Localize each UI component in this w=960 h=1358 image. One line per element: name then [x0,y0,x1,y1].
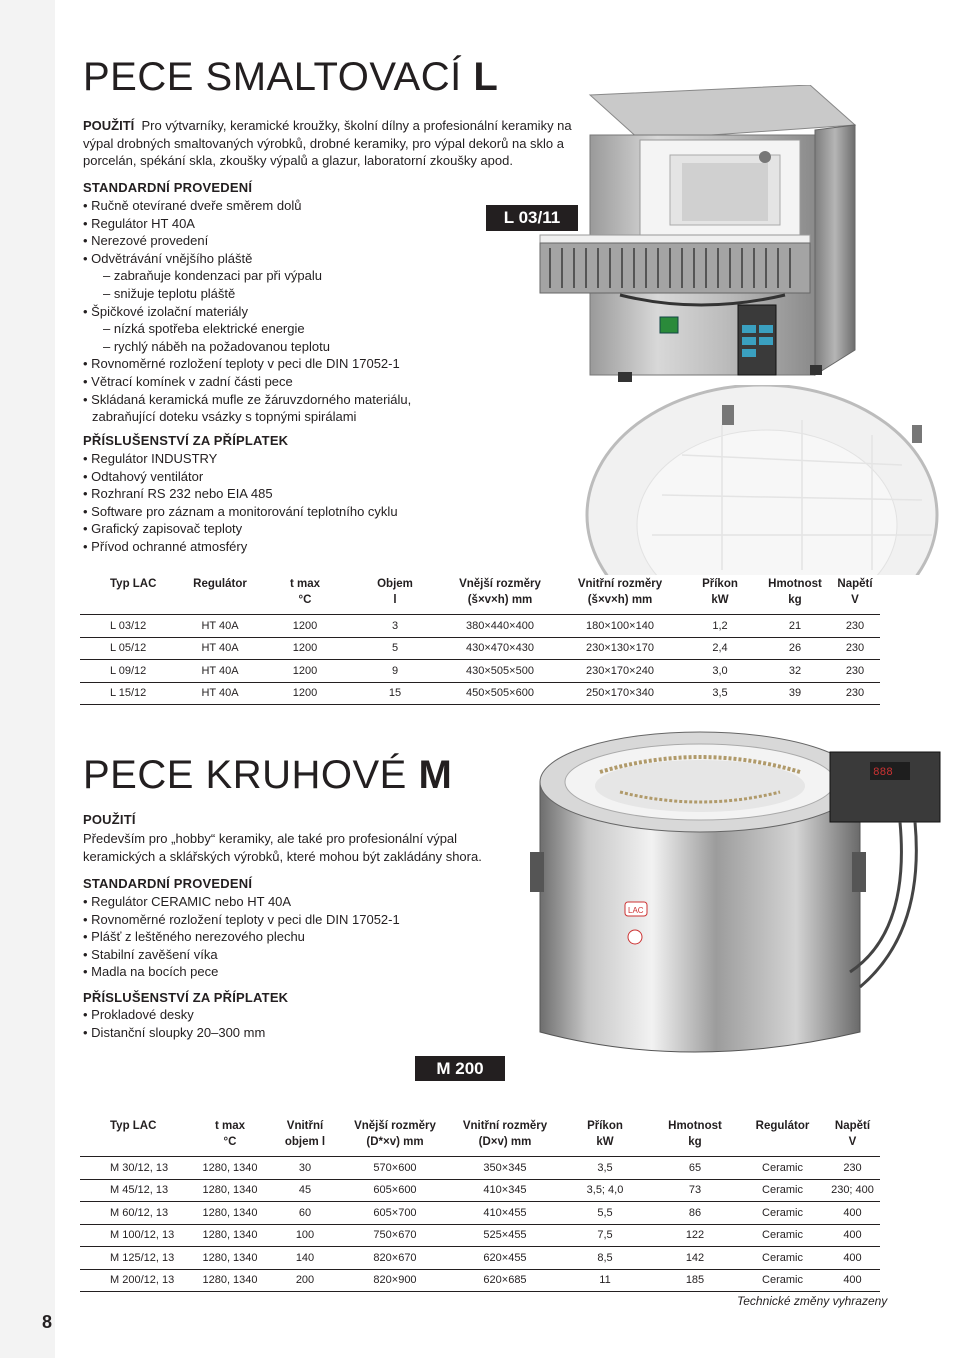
list-item: • Distanční sloupky 20–300 mm [83,1024,266,1040]
table-header-cell [825,1114,880,1157]
table-row [80,660,880,683]
table-cell: 3,5 [680,682,760,705]
page-margin-strip [0,0,55,1358]
list-item: • Přívod ochranné atmosféry [83,538,248,554]
table-cell: 2,4 [680,637,760,660]
l-kiln-model-tag: L 03/11 [486,205,578,231]
table-cell: 3 [350,615,440,638]
section1-accessories-heading: PŘÍSLUŠENSTVÍ ZA PŘÍPLATEK [83,433,289,448]
table-header-unit [110,592,180,608]
list-item: • Software pro záznam a monitorování teplotního cyklu [83,503,398,519]
table-header-label: Příkon [587,1120,623,1132]
table-header-label: Regulátor [193,578,247,590]
table-cell: 21 [760,615,830,638]
table-cell: 400 [825,1269,880,1292]
table-cell: 1200 [260,660,350,683]
m-kiln-model-tag: M 200 [415,1056,505,1081]
table-cell: 1280, 1340 [190,1247,270,1270]
list-item: – zabraňuje kondenzaci par při výpalu [103,268,322,284]
footer-note: Technické změny vyhrazeny [737,1294,888,1308]
table-header-cell [450,1114,560,1157]
table-cell: 525×455 [450,1224,560,1247]
section2-accessories-list [83,1006,265,1041]
table-header-cell [350,572,440,615]
table-cell: 230; 400 [825,1179,880,1202]
table-cell: 1280, 1340 [190,1157,270,1180]
table-cell: Ceramic [740,1247,825,1270]
table-cell: HT 40A [180,682,260,705]
table-cell: M 200/12, 13 [80,1269,190,1292]
table-header-cell [830,572,880,615]
m-kiln-spec-table [80,1114,880,1292]
table-cell: 122 [650,1224,740,1247]
table-cell: Ceramic [740,1224,825,1247]
table-cell: 400 [825,1224,880,1247]
table-cell: 60 [270,1202,340,1225]
table-cell: 430×470×430 [440,637,560,660]
table-cell: 230 [825,1157,880,1180]
table-header-label: Napětí [837,578,873,590]
table-header-cell [180,572,260,615]
table-header-label: Hmotnost [768,578,822,590]
table-cell: 5,5 [560,1202,650,1225]
table-cell: 7,5 [560,1224,650,1247]
table-cell: M 100/12, 13 [80,1224,190,1247]
table-cell: 1200 [260,637,350,660]
table-cell: L 05/12 [80,637,180,660]
section2-accessories-heading: PŘÍSLUŠENSTVÍ ZA PŘÍPLATEK [83,990,289,1005]
table-row [80,637,880,660]
table-cell: HT 40A [180,660,260,683]
section1-accessories-list [83,450,398,556]
table-header-cell [260,572,350,615]
table-cell: Ceramic [740,1202,825,1225]
list-item: • Rovnoměrné rozložení teploty v peci dle DIN 17052-1 [83,356,400,372]
table-cell: 605×700 [340,1202,450,1225]
table-header-cell [270,1114,340,1157]
table-header-unit: V [848,1136,857,1148]
list-item: • Grafický zapisovač teploty [83,521,243,537]
list-item: • Plášť z leštěného nerezového plechu [83,929,305,945]
table-cell: HT 40A [180,637,260,660]
table-header-unit: (D×v) mm [478,1136,532,1148]
table-cell: 230 [830,660,880,683]
table-cell: 73 [650,1179,740,1202]
table-cell: 86 [650,1202,740,1225]
table-cell: M 30/12, 13 [80,1157,190,1180]
table-cell: 410×345 [450,1179,560,1202]
table-row [80,682,880,705]
list-item: – rychlý náběh na požadovanou teplotu [103,338,330,354]
table-header-label: Hmotnost [668,1120,722,1132]
table-header-cell [760,572,830,615]
table-cell: 3,5; 4,0 [560,1179,650,1202]
kiln-brand-plate: LAC [628,906,644,915]
table-cell: 230 [830,637,880,660]
list-item: • Rovnoměrné rozložení teploty v peci dle DIN 17052-1 [83,911,400,927]
table-header-row [80,1114,880,1157]
section2-standard-heading: STANDARDNÍ PROVEDENÍ [83,876,253,891]
table-cell: 380×440×400 [440,615,560,638]
list-item: • Odtahový ventilátor [83,468,204,484]
l-kiln-photo [520,85,860,385]
table-row [80,1179,880,1202]
table-cell: 620×455 [450,1247,560,1270]
list-item: – snižuje teplotu pláště [103,285,236,301]
table-header-unit: l [393,594,397,606]
table-header-unit [740,1134,825,1150]
table-cell: 11 [560,1269,650,1292]
table-cell: 820×900 [340,1269,450,1292]
table-header-unit: (š×v×h) mm [587,594,653,606]
table-header-label: t max [214,1120,246,1132]
table-cell: 185 [650,1269,740,1292]
list-item: • Regulátor CERAMIC nebo HT 40A [83,894,292,909]
table-header-cell [650,1114,740,1157]
table-cell: 15 [350,682,440,705]
table-header-label: Příkon [702,578,738,590]
table-cell: 350×345 [450,1157,560,1180]
table-header-label: Vnitřní [286,1120,324,1132]
table-cell: 26 [760,637,830,660]
table-header-unit: (š×v×h) mm [467,594,533,606]
table-cell: Ceramic [740,1179,825,1202]
table-header-unit: objem l [284,1136,326,1148]
table-header-unit: °C [298,594,312,606]
table-cell: L 09/12 [80,660,180,683]
list-item: • Skládaná keramická mufle ze žáruvzdorného materiálu, [83,391,412,407]
list-item: • Rozhraní RS 232 nebo EIA 485 [83,486,273,502]
table-header-label: Vnitřní rozměry [577,578,663,590]
table-row [80,1269,880,1292]
table-header-unit [180,592,260,608]
table-cell: 65 [650,1157,740,1180]
section1-standard-list [83,197,411,426]
list-item: • Špičkové izolační materiály [83,303,248,319]
table-cell: 230×170×240 [560,660,680,683]
list-item: • Větrací komínek v zadní části pece [83,373,293,389]
table-cell: 180×100×140 [560,615,680,638]
table-row [80,615,880,638]
table-header-cell [190,1114,270,1157]
table-header-label: Regulátor [755,1120,810,1132]
table-header-cell [560,1114,650,1157]
table-cell: Ceramic [740,1157,825,1180]
table-cell: 230 [830,682,880,705]
table-header-unit: °C [223,1136,237,1148]
table-header-label: Typ LAC [110,1120,157,1132]
list-item: • Odvětrávání vnějšího pláště [83,250,253,266]
table-header-unit: kW [596,1136,614,1148]
table-cell: 1280, 1340 [190,1202,270,1225]
table-header-label: Vnější rozměry [354,1120,436,1132]
table-header-unit: kg [788,594,802,606]
section1-standard-heading: STANDARDNÍ PROVEDENÍ [83,180,253,195]
table-cell: 1200 [260,682,350,705]
table-header-cell [680,572,760,615]
section2-title: PECE KRUHOVÉ M [83,753,453,797]
table-header-row [80,572,880,615]
table-cell: 1280, 1340 [190,1179,270,1202]
table-cell: 9 [350,660,440,683]
table-header-label: Vnitřní rozměry [462,1120,548,1132]
table-cell: 570×600 [340,1157,450,1180]
section2-standard-list [83,893,400,981]
table-header-unit: kW [711,594,729,606]
list-item: • Nerezové provedení [83,233,209,249]
table-cell: 750×670 [340,1224,450,1247]
table-header-label: Napětí [834,1120,871,1132]
table-cell: 200 [270,1269,340,1292]
list-item: zabraňující doteku vsázky s topnými spirálami [92,409,357,425]
m-kiln-photo [530,712,950,1072]
l-kiln-spec-table [80,572,880,705]
list-item: • Madla na bocích pece [83,964,219,980]
ceramic-lid-photo [572,385,952,575]
section1-use [83,117,593,170]
table-header-unit [110,1134,190,1150]
table-header-unit: (D*×v) mm [366,1136,424,1148]
table-cell: 230×130×170 [560,637,680,660]
table-cell: 230 [830,615,880,638]
table-cell: 1200 [260,615,350,638]
table-cell: 3,5 [560,1157,650,1180]
table-cell: 1280, 1340 [190,1224,270,1247]
section1-use-text: Pro výtvarníky, keramické kroužky, školní dílny a profesionální keramiky na výpal drobných smaltovaných výrobků, drobné keramiky, pro výpal dekorů na sklo a porcelán, spékání skla, zkoušky výpalů a glazur, laboratorní zkoušky apod. [83,118,572,168]
table-cell: 430×505×500 [440,660,560,683]
table-header-cell [340,1114,450,1157]
list-item: • Regulátor HT 40A [83,215,195,231]
table-cell: L 03/12 [80,615,180,638]
table-header-unit: kg [688,1136,702,1148]
list-item: • Regulátor INDUSTRY [83,451,218,466]
table-cell: 8,5 [560,1247,650,1270]
table-cell: M 125/12, 13 [80,1247,190,1270]
list-item: • Stabilní zavěšení víka [83,946,218,962]
table-cell: 39 [760,682,830,705]
table-cell: Ceramic [740,1269,825,1292]
table-header-label: Typ LAC [110,578,157,590]
table-header-cell [740,1114,825,1157]
list-item: • Prokladové desky [83,1007,194,1022]
table-cell: 30 [270,1157,340,1180]
table-cell: L 15/12 [80,682,180,705]
table-cell: 1,2 [680,615,760,638]
table-cell: 400 [825,1247,880,1270]
table-cell: 820×670 [340,1247,450,1270]
table-header-cell [560,572,680,615]
table-row [80,1224,880,1247]
table-header-label: Objem [377,578,413,590]
table-cell: 250×170×340 [560,682,680,705]
table-cell: M 45/12, 13 [80,1179,190,1202]
table-cell: 410×455 [450,1202,560,1225]
section2-use-heading: POUŽITÍ [83,812,136,827]
table-cell: 400 [825,1202,880,1225]
table-row [80,1157,880,1180]
table-cell: M 60/12, 13 [80,1202,190,1225]
page-number: 8 [42,1312,53,1332]
table-cell: 100 [270,1224,340,1247]
table-header-cell [80,572,180,615]
table-header-cell [80,1114,190,1157]
table-cell: 32 [760,660,830,683]
table-cell: HT 40A [180,615,260,638]
section1-use-label: POUŽITÍ [83,118,135,133]
table-cell: 620×685 [450,1269,560,1292]
section1-title: PECE SMALTOVACÍ L [83,55,499,99]
table-cell: 605×600 [340,1179,450,1202]
list-item: • Ručně otevírané dveře směrem dolů [83,198,302,213]
table-cell: 5 [350,637,440,660]
table-cell: 142 [650,1247,740,1270]
kiln-display-readout: 888 [873,767,893,779]
table-cell: 450×505×600 [440,682,560,705]
table-row [80,1247,880,1270]
table-cell: 140 [270,1247,340,1270]
table-header-label: Vnější rozměry [459,578,541,590]
table-cell: 3,0 [680,660,760,683]
table-header-unit: V [851,594,859,606]
table-cell: 1280, 1340 [190,1269,270,1292]
table-row [80,1202,880,1225]
table-header-cell [440,572,560,615]
section2-use-text: Především pro „hobby“ keramiky, ale také pro profesionální výpal keramických a sklářských výrobků, které mohou být zakládány shora. [83,831,482,864]
table-header-label: t max [289,578,321,590]
table-cell: 45 [270,1179,340,1202]
list-item: – nízká spotřeba elektrické energie [103,321,305,337]
